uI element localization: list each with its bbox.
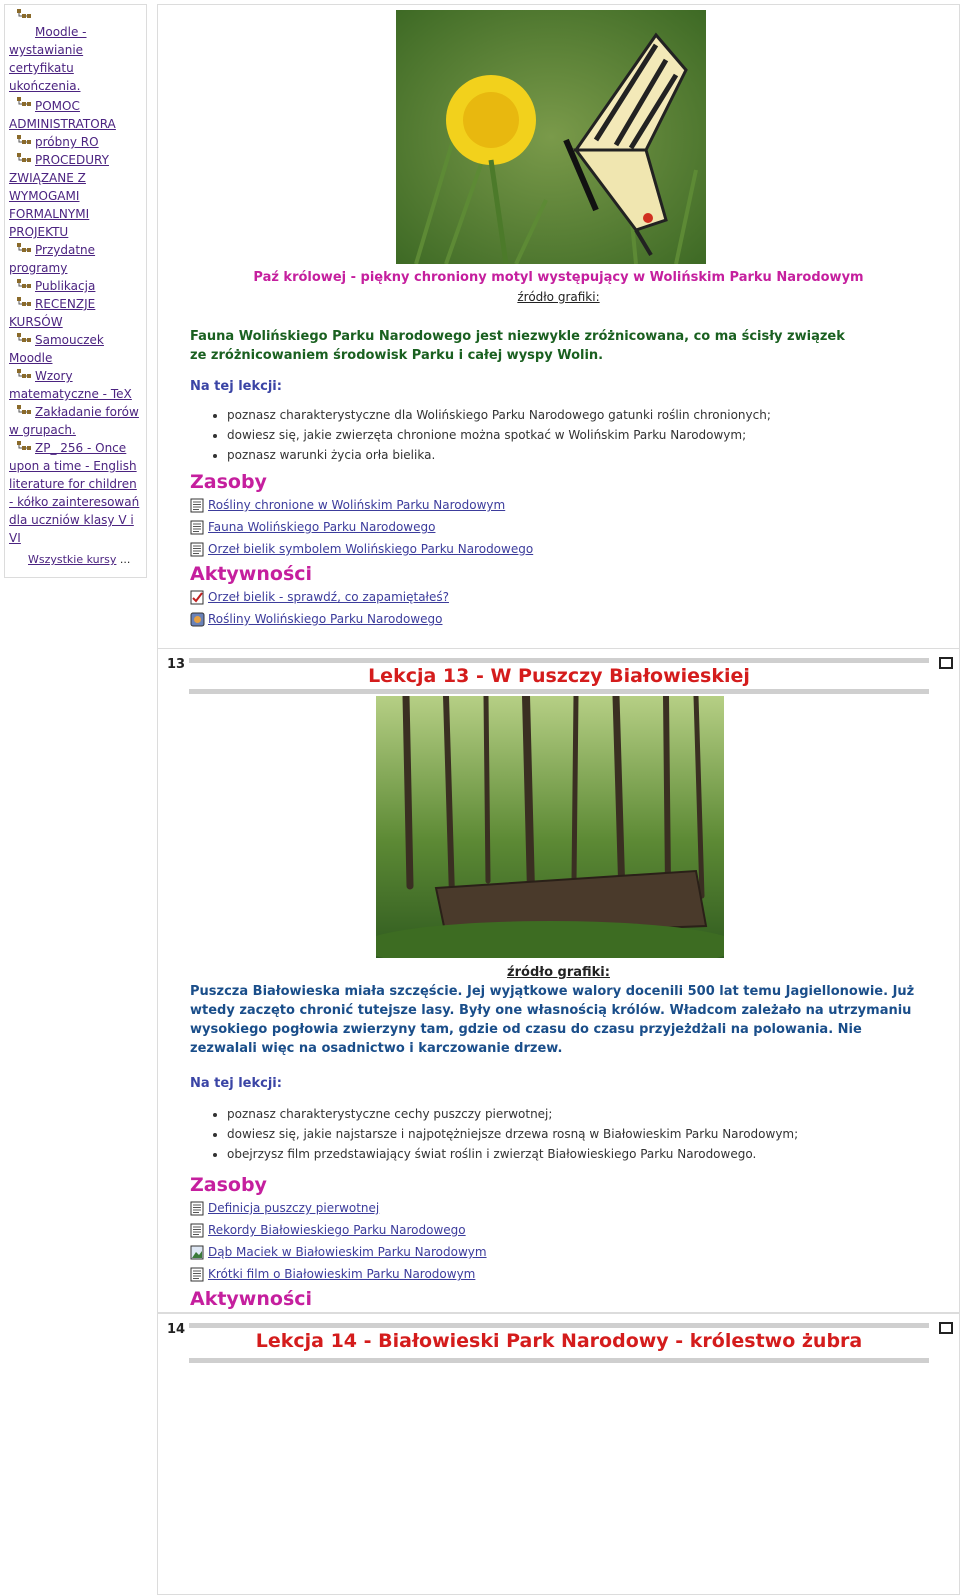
activities-heading: Aktywności [190, 563, 313, 585]
objective-item: • dowiesz się, jakie najstarsze i najpotężniejsze drzewa rosną w Białowieskim Parku Narodowym; [227, 1125, 920, 1143]
resource-link[interactable]: Orzeł bielik symbolem Wolińskiego Parku Narodowego [190, 540, 850, 562]
objective-item: • obejrzysz film przedstawiający świat roślin i zwierząt Białowieskiego Parku Narodowego. [227, 1145, 920, 1163]
page-icon [190, 498, 204, 518]
category-link[interactable]: RECENZJE KURSÓW [9, 297, 96, 329]
category-list [9, 9, 142, 569]
objective-item: • poznasz charakterystyczne cechy puszczy pierwotnej; [227, 1105, 920, 1123]
bialowieza-forest-image [376, 696, 724, 958]
category-link[interactable]: Publikacja [9, 277, 142, 295]
course-section-14 [157, 1313, 960, 1595]
category-link[interactable]: POMOC ADMINISTRATORA [9, 99, 116, 131]
lesson-objectives-list [190, 406, 850, 464]
page-icon [190, 1201, 204, 1221]
image-file-icon [190, 1245, 204, 1265]
category-link[interactable]: Moodle - wystawianie certyfikatu ukończenia. [9, 25, 87, 93]
course-category-icon [17, 9, 31, 23]
course-category-icon [17, 279, 31, 293]
section-number: 14 [167, 1322, 186, 1337]
all-courses-row [9, 551, 142, 569]
activity-link[interactable]: Orzeł bielik - sprawdź, co zapamiętałeś? [190, 588, 850, 610]
resource-link[interactable]: Krótki film o Białowieskim Parku Narodowym [190, 1265, 920, 1287]
resource-link[interactable]: Rekordy Białowieskiego Parku Narodowego [190, 1221, 920, 1243]
butterfly-caption: Paź królowej - piękny chroniony motyl występujący w Wolińskim Parku Narodowym [253, 270, 864, 285]
lesson-objectives-heading: Na tej lekcji: [190, 379, 282, 394]
page-icon [190, 520, 204, 540]
category-link[interactable]: próbny RO [9, 133, 142, 151]
lesson-icon [190, 612, 205, 632]
resource-link[interactable]: Fauna Wolińskiego Parku Narodowego [190, 518, 850, 540]
image-source-link[interactable]: źródło grafiki: [517, 290, 600, 304]
image-source-link[interactable]: źródło grafiki: [507, 965, 610, 980]
swallowtail-butterfly-image [396, 10, 706, 264]
category-icon-row [9, 9, 142, 23]
course-category-icon [17, 333, 31, 347]
page-icon [190, 542, 204, 562]
course-category-icon [17, 243, 31, 257]
activity-link[interactable]: Rośliny Wolińskiego Parku Narodowego [190, 610, 850, 632]
category-link[interactable]: Zakładanie forów w grupach. [9, 405, 139, 437]
section-12-content [190, 327, 850, 632]
section-divider [189, 658, 929, 663]
resource-link[interactable]: Rośliny chronione w Wolińskim Parku Narodowym [190, 496, 850, 518]
category-link[interactable]: Przydatne programy [9, 243, 96, 275]
objective-item: • poznasz charakterystyczne dla Wolińskiego Parku Narodowego gatunki roślin chronionych; [227, 406, 850, 424]
page-icon [190, 1267, 204, 1287]
category-link[interactable]: Wzory matematyczne - TeX [9, 369, 132, 401]
image-source-row [157, 965, 960, 980]
category-link[interactable]: PROCEDURY ZWIĄZANE Z WYMOGAMI FORMALNYMI PROJEKTU [9, 153, 109, 239]
section-divider [189, 689, 929, 694]
highlight-section-toggle[interactable] [939, 657, 953, 669]
course-category-icon [17, 297, 31, 311]
lesson-objectives-heading: Na tej lekcji: [190, 1076, 282, 1091]
page-icon [190, 1223, 204, 1243]
section-number: 13 [167, 657, 186, 672]
quiz-icon [190, 590, 204, 610]
all-courses-ellipsis: ... [119, 553, 131, 566]
image-source-row [157, 290, 960, 304]
all-courses-link[interactable]: Wszystkie kursy [28, 553, 117, 566]
section-13-intro: Puszcza Białowieska miała szczęście. Jej wyjątkowe walory docenili 500 lat temu Jagiellonowie. Już wtedy zaczęto chronić tutejsze lasy. Były one własnością królów. Władcom zależało na utrzymaniu wysokiego pogłowia zwierzyny tam, gdzie od czasu do czasu przyjeżdżali na polowania. Nie zezwalali więc na osadnictwo i karczowanie drzew. [190, 984, 915, 1056]
resource-link[interactable]: Definicja puszczy pierwotnej [190, 1199, 920, 1221]
section-title: Lekcja 13 - W Puszczy Białowieskiej [368, 665, 750, 687]
category-link[interactable]: Samouczek Moodle [9, 333, 104, 365]
course-category-icon [17, 369, 31, 383]
activities-heading: Aktywności [190, 1288, 313, 1310]
course-category-icon [17, 153, 31, 167]
course-category-icon [17, 405, 31, 419]
section-divider [189, 1358, 929, 1363]
section-13-content [190, 982, 920, 1337]
course-category-icon [17, 441, 31, 455]
resource-link[interactable]: Dąb Maciek w Białowieskim Parku Narodowym [190, 1243, 920, 1265]
resources-heading: Zasoby [190, 471, 267, 493]
section-title: Lekcja 14 - Białowieski Park Narodowy - królestwo żubra [255, 1330, 863, 1352]
objective-item: • poznasz warunki życia orła bielika. [227, 446, 850, 464]
objective-item: • dowiesz się, jakie zwierzęta chronione można spotkać w Wolińskim Parku Narodowym; [227, 426, 850, 444]
section-divider [189, 1323, 929, 1328]
course-category-icon [17, 135, 31, 149]
resources-heading: Zasoby [190, 1174, 267, 1196]
lesson-objectives-list [190, 1105, 920, 1163]
course-categories-sidebar [4, 4, 147, 578]
section-12-intro: Fauna Wolińskiego Parku Narodowego jest niezwykle zróżnicowana, co ma ścisły związek ze zróżnicowaniem środowisk Parku i całej wyspy Wolin. [190, 329, 845, 363]
category-link[interactable]: ZP_ 256 - Once upon a time - English literature for children - kółko zainteresowań dla uczniów klasy V i VI [9, 441, 140, 545]
highlight-section-toggle[interactable] [939, 1322, 953, 1334]
